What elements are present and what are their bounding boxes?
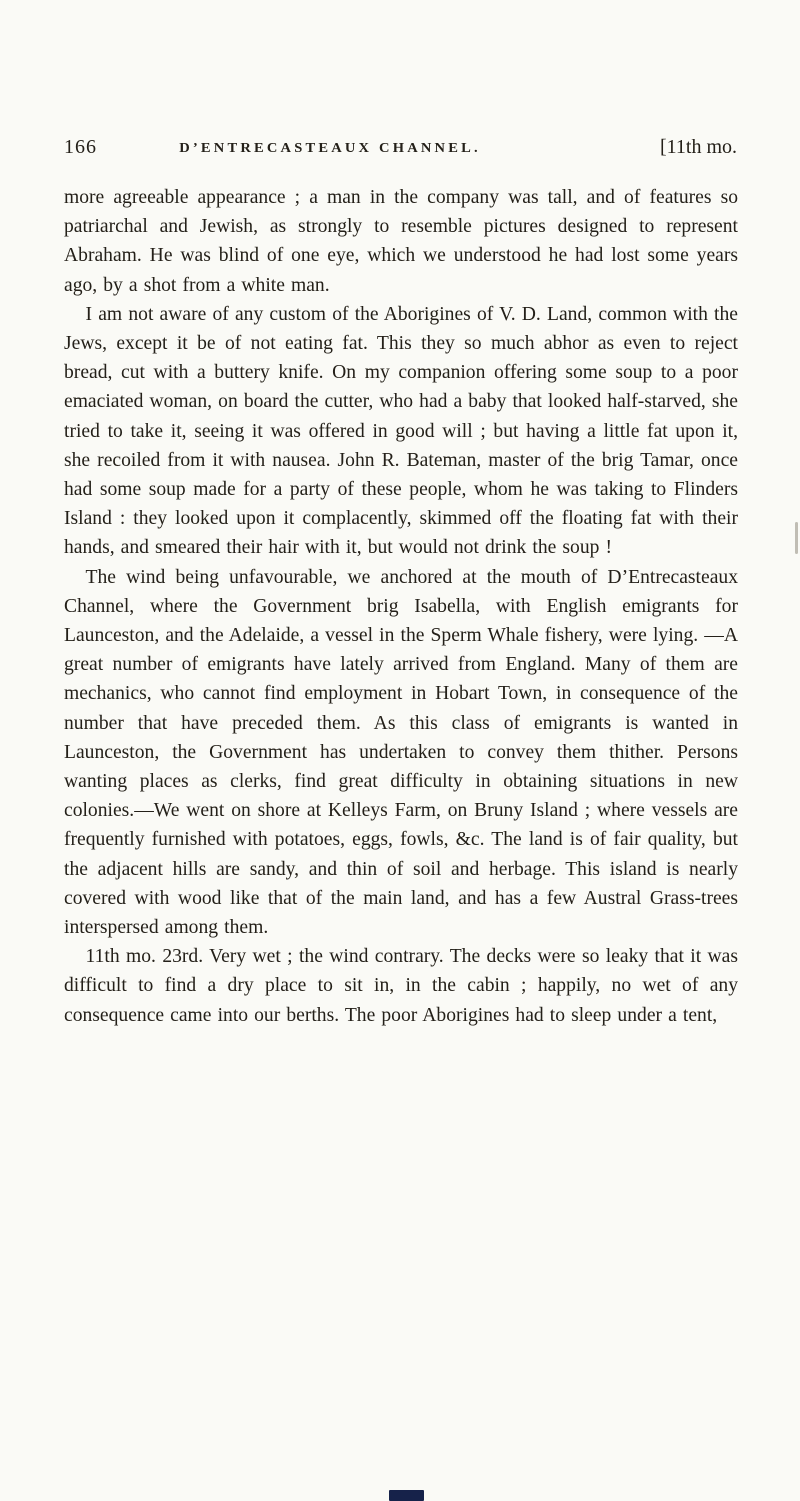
- paragraph: The wind being unfavourable, we anchored at the mouth of D’Entrecasteaux Channel, where the Government brig Isabella, with English emigrants for Launceston, and the Adelaide, a vessel in the Sperm Whale fishery, were lying. —A great number of emigrants have lately arrived from England. Many of them are mechanics, who cannot find employment in Hobart Town, in consequence of the number that have preceded them. As this class of emigrants is wanted in Launceston, the Government has undertaken to convey them thither. Persons wanting places as clerks, find great difficulty in obtaining situations in new colonies.—We went on shore at Kelleys Farm, on Bruny Island ; where vessels are frequently furnished with potatoes, eggs, fowls, &c. The land is of fair quality, but the adjacent hills are sandy, and thin of soil and herbage. This island is nearly covered with wood like that of the main land, and has a few Austral Grass-trees interspersed among them.: [64, 566, 738, 939]
- paragraph: 11th mo. 23rd. Very wet ; the wind contrary. The decks were so leaky that it was difficult to find a dry place to sit in, in the cabin ; happily, no wet of any consequence came into our berths. The poor Aborigines had to sleep under a tent,: [64, 946, 738, 1026]
- scan-artifact-bottom: [389, 1490, 424, 1501]
- paragraph: more agreeable appearance ; a man in the company was tall, and of features so patriarchal and Jewish, as strongly to resemble pictures designed to represent Abraham. He was blind of one eye, which we understood he had lost some years ago, by a shot from a white man.: [64, 187, 738, 296]
- running-title: D’ENTRECASTEAUX CHANNEL.: [179, 140, 481, 156]
- page-number: 166: [64, 136, 97, 158]
- page-body: [64, 183, 738, 1030]
- scan-artifact-edge: [795, 522, 798, 554]
- page-header: [64, 136, 737, 160]
- paragraph: I am not aware of any custom of the Aborigines of V. D. Land, common with the Jews, except it be of not eating fat. This they so much abhor as even to reject bread, cut with a buttery knife. On my companion offering some soup to a poor emaciated woman, on board the cutter, who had a baby that looked half-starved, she tried to take it, seeing it was offered in good will ; but having a little fat upon it, she recoiled from it with nausea. John R. Bateman, master of the brig Tamar, once had some soup made for a party of these people, whom he was taking to Flinders Island : they looked upon it complacently, skimmed off the floating fat with their hands, and smeared their hair with it, but would not drink the soup !: [64, 303, 738, 559]
- header-month-label: [11th mo.: [659, 136, 737, 158]
